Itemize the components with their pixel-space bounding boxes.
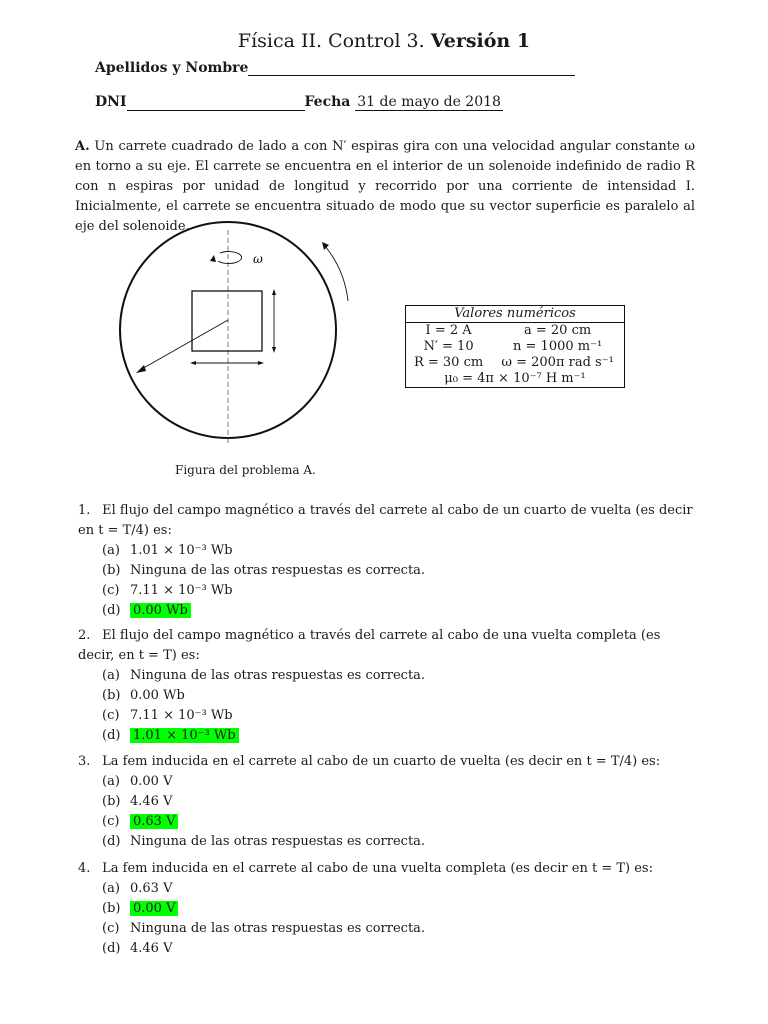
option-item[interactable]: (b) Ninguna de las otras respuestas es correcta. xyxy=(102,563,426,578)
question-number: 1. xyxy=(78,503,91,518)
question-stem: El flujo del campo magnético a través del carrete al cabo de un cuarto de vuelta (es decir en t = T/4) es: xyxy=(78,503,693,538)
option-item[interactable]: (a) 0.00 V xyxy=(102,774,173,789)
question-number: 3. xyxy=(78,754,91,769)
option-item[interactable]: (d) 4.46 V xyxy=(102,941,173,956)
option-item[interactable]: (d) Ninguna de las otras respuestas es correcta. xyxy=(102,834,426,849)
dni-blank-line[interactable] xyxy=(127,96,305,111)
name-field-row xyxy=(95,60,575,76)
value-cell: R = 30 cm xyxy=(413,355,484,370)
fecha-label: Fecha xyxy=(304,94,351,110)
question-stem: La fem inducida en el carrete al cabo de una vuelta completa (es decir en t = T) es: xyxy=(102,861,653,876)
rotation-ellipse xyxy=(218,252,242,264)
problem-text: Un carrete cuadrado de lado a con N′ espiras gira con una velocidad angular constante ω en torno a su eje. El carrete se encuentra en el interior de un solenoide indefinido de radio R con n espiras por unidad de longitud y recorrido por una corriente de intensidad I. Inicialmente, el carrete se encuentra situado de modo que su vector superficie es paralelo al eje del solenoide. xyxy=(75,139,695,234)
option-item[interactable]: (d) 1.01 × 10⁻³ Wb xyxy=(102,726,698,746)
title-version: Versión 1 xyxy=(430,30,531,52)
option-item[interactable]: (b) 0.00 Wb xyxy=(102,688,185,703)
question-number: 4. xyxy=(78,861,91,876)
highlighted-answer: 1.01 × 10⁻³ Wb xyxy=(130,728,239,743)
values-table xyxy=(405,305,625,388)
question-1 xyxy=(78,501,698,621)
question-stem: El flujo del campo magnético a través del carrete al cabo de una vuelta completa (es decir, en t = T) es: xyxy=(78,628,661,663)
radius-line xyxy=(140,320,228,370)
dni-label: DNI xyxy=(95,94,127,110)
highlighted-answer: 0.00 V xyxy=(130,901,178,916)
highlighted-answer: 0.63 V xyxy=(130,814,178,829)
solenoid-figure xyxy=(100,215,370,455)
option-item[interactable]: (c) 7.11 × 10⁻³ Wb xyxy=(102,583,233,598)
value-cell: μ₀ = 4π × 10⁻⁷ H m⁻¹ xyxy=(444,371,586,386)
option-item[interactable]: (b) 4.46 V xyxy=(102,794,173,809)
option-item[interactable]: (d) 0.00 Wb xyxy=(102,601,698,621)
omega-label: ω xyxy=(253,252,263,266)
question-stem: La fem inducida en el carrete al cabo de un cuarto de vuelta (es decir en t = T/4) es: xyxy=(102,754,661,769)
option-item[interactable]: (c) 7.11 × 10⁻³ Wb xyxy=(102,708,233,723)
figure-caption: Figura del problema A. xyxy=(175,463,316,477)
name-label: Apellidos y Nombre xyxy=(95,60,249,76)
option-item[interactable]: (a) 0.63 V xyxy=(102,881,173,896)
option-item[interactable]: (a) Ninguna de las otras respuestas es correcta. xyxy=(102,668,426,683)
highlighted-answer: 0.00 Wb xyxy=(130,603,191,618)
value-cell: ω = 200π rad s⁻¹ xyxy=(501,355,614,370)
values-table-header: Valores numéricos xyxy=(406,306,625,323)
option-item[interactable]: (c) 0.63 V xyxy=(102,812,698,832)
value-cell: a = 20 cm xyxy=(523,323,592,338)
option-item[interactable]: (b) 0.00 V xyxy=(102,899,698,919)
value-cell: I = 2 A xyxy=(425,323,472,338)
radius-arrowhead xyxy=(136,365,146,373)
option-item[interactable]: (c) Ninguna de las otras respuestas es correcta. xyxy=(102,921,426,936)
question-4 xyxy=(78,859,698,959)
question-3 xyxy=(78,752,698,852)
question-number: 2. xyxy=(78,628,91,643)
fecha-value: 31 de mayo de 2018 xyxy=(357,94,501,110)
option-item[interactable]: (a) 1.01 × 10⁻³ Wb xyxy=(102,543,233,558)
value-cell: N′ = 10 xyxy=(423,339,474,354)
current-arrowhead xyxy=(322,242,329,250)
name-blank-line[interactable] xyxy=(248,61,575,76)
problem-label: A. xyxy=(75,139,90,154)
dni-field-row xyxy=(95,94,503,111)
title-main: Física II. Control 3. xyxy=(237,30,425,52)
page-title xyxy=(0,30,768,52)
question-2 xyxy=(78,626,698,746)
value-cell: n = 1000 m⁻¹ xyxy=(513,339,603,354)
